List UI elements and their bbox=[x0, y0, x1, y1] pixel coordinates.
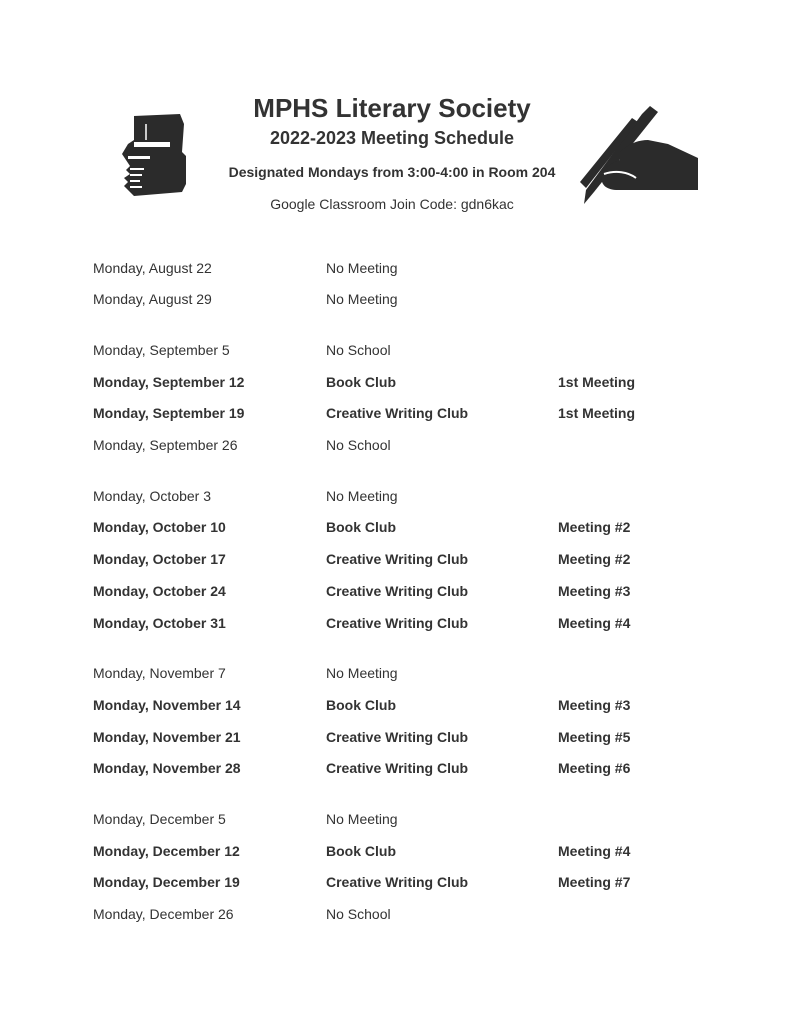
row-date: Monday, November 7 bbox=[93, 665, 226, 681]
row-date: Monday, October 3 bbox=[93, 488, 212, 504]
row-event: Creative Writing Club bbox=[326, 729, 469, 745]
schedule-row bbox=[93, 727, 713, 747]
row-event: No Meeting bbox=[326, 665, 398, 681]
schedule-row bbox=[93, 809, 713, 829]
row-note: Meeting #5 bbox=[558, 729, 631, 745]
row-event: No School bbox=[326, 906, 391, 922]
row-event: No Meeting bbox=[326, 811, 398, 827]
schedule-row bbox=[93, 758, 713, 778]
row-event: Creative Writing Club bbox=[326, 551, 469, 567]
meeting-info: Designated Mondays from 3:00-4:00 in Room 204 bbox=[228, 164, 556, 180]
schedule-row bbox=[93, 841, 713, 861]
schedule-row bbox=[93, 517, 713, 537]
row-event: Creative Writing Club bbox=[326, 760, 469, 776]
row-note: Meeting #2 bbox=[558, 551, 631, 567]
page-title: MPHS Literary Society bbox=[253, 93, 531, 123]
row-date: Monday, November 28 bbox=[93, 760, 241, 776]
row-event: No School bbox=[326, 342, 391, 358]
row-date: Monday, October 10 bbox=[93, 519, 226, 535]
row-event: Book Club bbox=[326, 519, 396, 535]
schedule-row bbox=[93, 340, 713, 360]
row-event: Creative Writing Club bbox=[326, 615, 469, 631]
row-date: Monday, August 22 bbox=[93, 260, 212, 276]
row-event: Book Club bbox=[326, 374, 396, 390]
schedule-row bbox=[93, 486, 713, 506]
row-event: No Meeting bbox=[326, 260, 398, 276]
schedule-row bbox=[93, 372, 713, 392]
row-date: Monday, October 17 bbox=[93, 551, 226, 567]
row-event: Creative Writing Club bbox=[326, 583, 469, 599]
schedule-row bbox=[93, 289, 713, 309]
row-event: No Meeting bbox=[326, 488, 398, 504]
row-note: Meeting #4 bbox=[558, 843, 631, 859]
row-event: Creative Writing Club bbox=[326, 874, 469, 890]
row-date: Monday, October 24 bbox=[93, 583, 226, 599]
row-date: Monday, December 19 bbox=[93, 874, 240, 890]
schedule-row bbox=[93, 258, 713, 278]
row-date: Monday, September 26 bbox=[93, 437, 238, 453]
row-event: Book Club bbox=[326, 843, 396, 859]
row-date: Monday, December 12 bbox=[93, 843, 240, 859]
row-date: Monday, November 14 bbox=[93, 697, 241, 713]
row-note: 1st Meeting bbox=[558, 374, 636, 390]
row-date: Monday, October 31 bbox=[93, 615, 226, 631]
schedule-row bbox=[93, 403, 713, 423]
row-date: Monday, September 19 bbox=[93, 405, 245, 421]
row-note: Meeting #6 bbox=[558, 760, 631, 776]
row-note: Meeting #3 bbox=[558, 697, 631, 713]
schedule-row bbox=[93, 549, 713, 569]
schedule-subtitle: 2022-2023 Meeting Schedule bbox=[269, 128, 515, 148]
schedule-row bbox=[93, 695, 713, 715]
row-date: Monday, August 29 bbox=[93, 291, 212, 307]
row-date: Monday, December 5 bbox=[93, 811, 226, 827]
join-code: Google Classroom Join Code: gdn6kac bbox=[270, 196, 514, 212]
row-note: Meeting #3 bbox=[558, 583, 631, 599]
row-event: No School bbox=[326, 437, 391, 453]
row-event: Book Club bbox=[326, 697, 396, 713]
row-note: Meeting #4 bbox=[558, 615, 631, 631]
row-date: Monday, November 21 bbox=[93, 729, 241, 745]
schedule-row bbox=[93, 663, 713, 683]
row-note: 1st Meeting bbox=[558, 405, 636, 421]
row-date: Monday, September 5 bbox=[93, 342, 230, 358]
schedule-row bbox=[93, 904, 713, 924]
row-date: Monday, September 12 bbox=[93, 374, 245, 390]
row-event: Creative Writing Club bbox=[326, 405, 469, 421]
schedule-row bbox=[93, 435, 713, 455]
row-event: No Meeting bbox=[326, 291, 398, 307]
row-note: Meeting #2 bbox=[558, 519, 631, 535]
document-header bbox=[0, 0, 791, 230]
schedule-row bbox=[93, 872, 713, 892]
row-note: Meeting #7 bbox=[558, 874, 631, 890]
schedule-row bbox=[93, 613, 713, 633]
row-date: Monday, December 26 bbox=[93, 906, 234, 922]
schedule-row bbox=[93, 581, 713, 601]
